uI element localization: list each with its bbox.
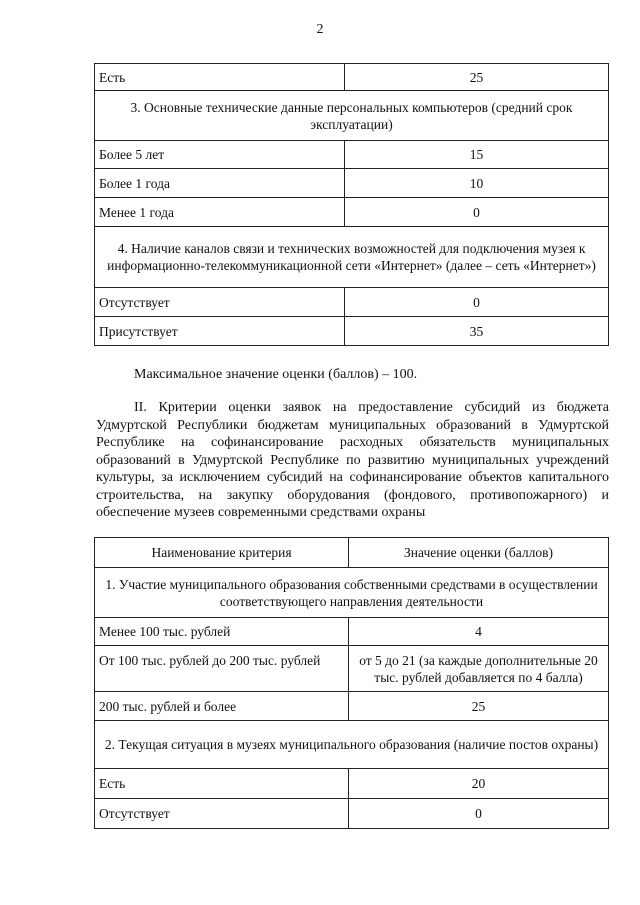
table-row	[95, 646, 609, 692]
score-cell: 0	[345, 288, 609, 317]
table-row	[95, 799, 609, 829]
section-heading-cell: 1. Участие муниципального образования собственными средствами в осуществлении соответствующего направления деятельности	[95, 568, 609, 618]
criterion-cell: Есть	[95, 769, 349, 799]
section-row	[95, 227, 609, 288]
score-cell: 15	[345, 141, 609, 169]
section-heading-cell: 2. Текущая ситуация в музеях муниципального образования (наличие постов охраны)	[95, 721, 609, 769]
table-row	[95, 618, 609, 646]
table-row	[95, 317, 609, 346]
table-row	[95, 198, 609, 227]
column-header-criterion: Наименование критерия	[95, 538, 349, 568]
section-row	[95, 568, 609, 618]
criterion-cell: Есть	[95, 64, 345, 91]
section-heading-cell: 4. Наличие каналов связи и технических возможностей для подключения музея к информационно-телекоммуникационной сети «Интернет» (далее – сеть «Интернет»)	[95, 227, 609, 288]
criterion-cell: Присутствует	[95, 317, 345, 346]
table-row	[95, 288, 609, 317]
score-cell: 4	[349, 618, 609, 646]
criterion-cell: Менее 100 тыс. рублей	[95, 618, 349, 646]
criterion-cell: Более 5 лет	[95, 141, 345, 169]
score-cell: от 5 до 21 (за каждые дополнительные 20 тыс. рублей добавляется по 4 балла)	[349, 646, 609, 692]
max-score-line: Максимальное значение оценки (баллов) – 100.	[134, 367, 418, 382]
criterion-cell: От 100 тыс. рублей до 200 тыс. рублей	[95, 646, 349, 692]
criterion-cell: Отсутствует	[95, 799, 349, 829]
score-cell: 25	[349, 692, 609, 721]
section-heading-cell: 3. Основные технические данные персональных компьютеров (средний срок эксплуатации)	[95, 91, 609, 141]
page-number: 2	[316, 22, 324, 37]
criterion-cell: Менее 1 года	[95, 198, 345, 227]
score-cell: 35	[345, 317, 609, 346]
criteria-table-section-ii	[94, 537, 609, 829]
table-row	[95, 692, 609, 721]
score-cell: 25	[345, 64, 609, 91]
table-row	[95, 169, 609, 198]
score-cell: 0	[349, 799, 609, 829]
section-row	[95, 91, 609, 141]
section-ii-paragraph: II. Критерии оценки заявок на предоставление субсидий из бюджета Удмуртской Республики бюджетам муниципальных образований в Удмуртской Республике на софинансирование расходных обязательств муниципальных образований в Удмуртской Республике по развитию муниципальных учреждений культуры, за исключением субсидий на софинансирование объектов капитального строительства, на закупку оборудования (фондового, противопожарного) и обеспечение музеев современными средствами охраны	[96, 400, 609, 520]
criterion-cell: Отсутствует	[95, 288, 345, 317]
table-row	[95, 141, 609, 169]
criterion-cell: Более 1 года	[95, 169, 345, 198]
score-cell: 20	[349, 769, 609, 799]
section-row	[95, 721, 609, 769]
score-cell: 10	[345, 169, 609, 198]
table-row	[95, 64, 609, 91]
column-header-score: Значение оценки (баллов)	[349, 538, 609, 568]
table-row	[95, 769, 609, 799]
header-row	[95, 538, 609, 568]
criterion-cell: 200 тыс. рублей и более	[95, 692, 349, 721]
score-cell: 0	[345, 198, 609, 227]
criteria-table-continued	[94, 63, 609, 346]
